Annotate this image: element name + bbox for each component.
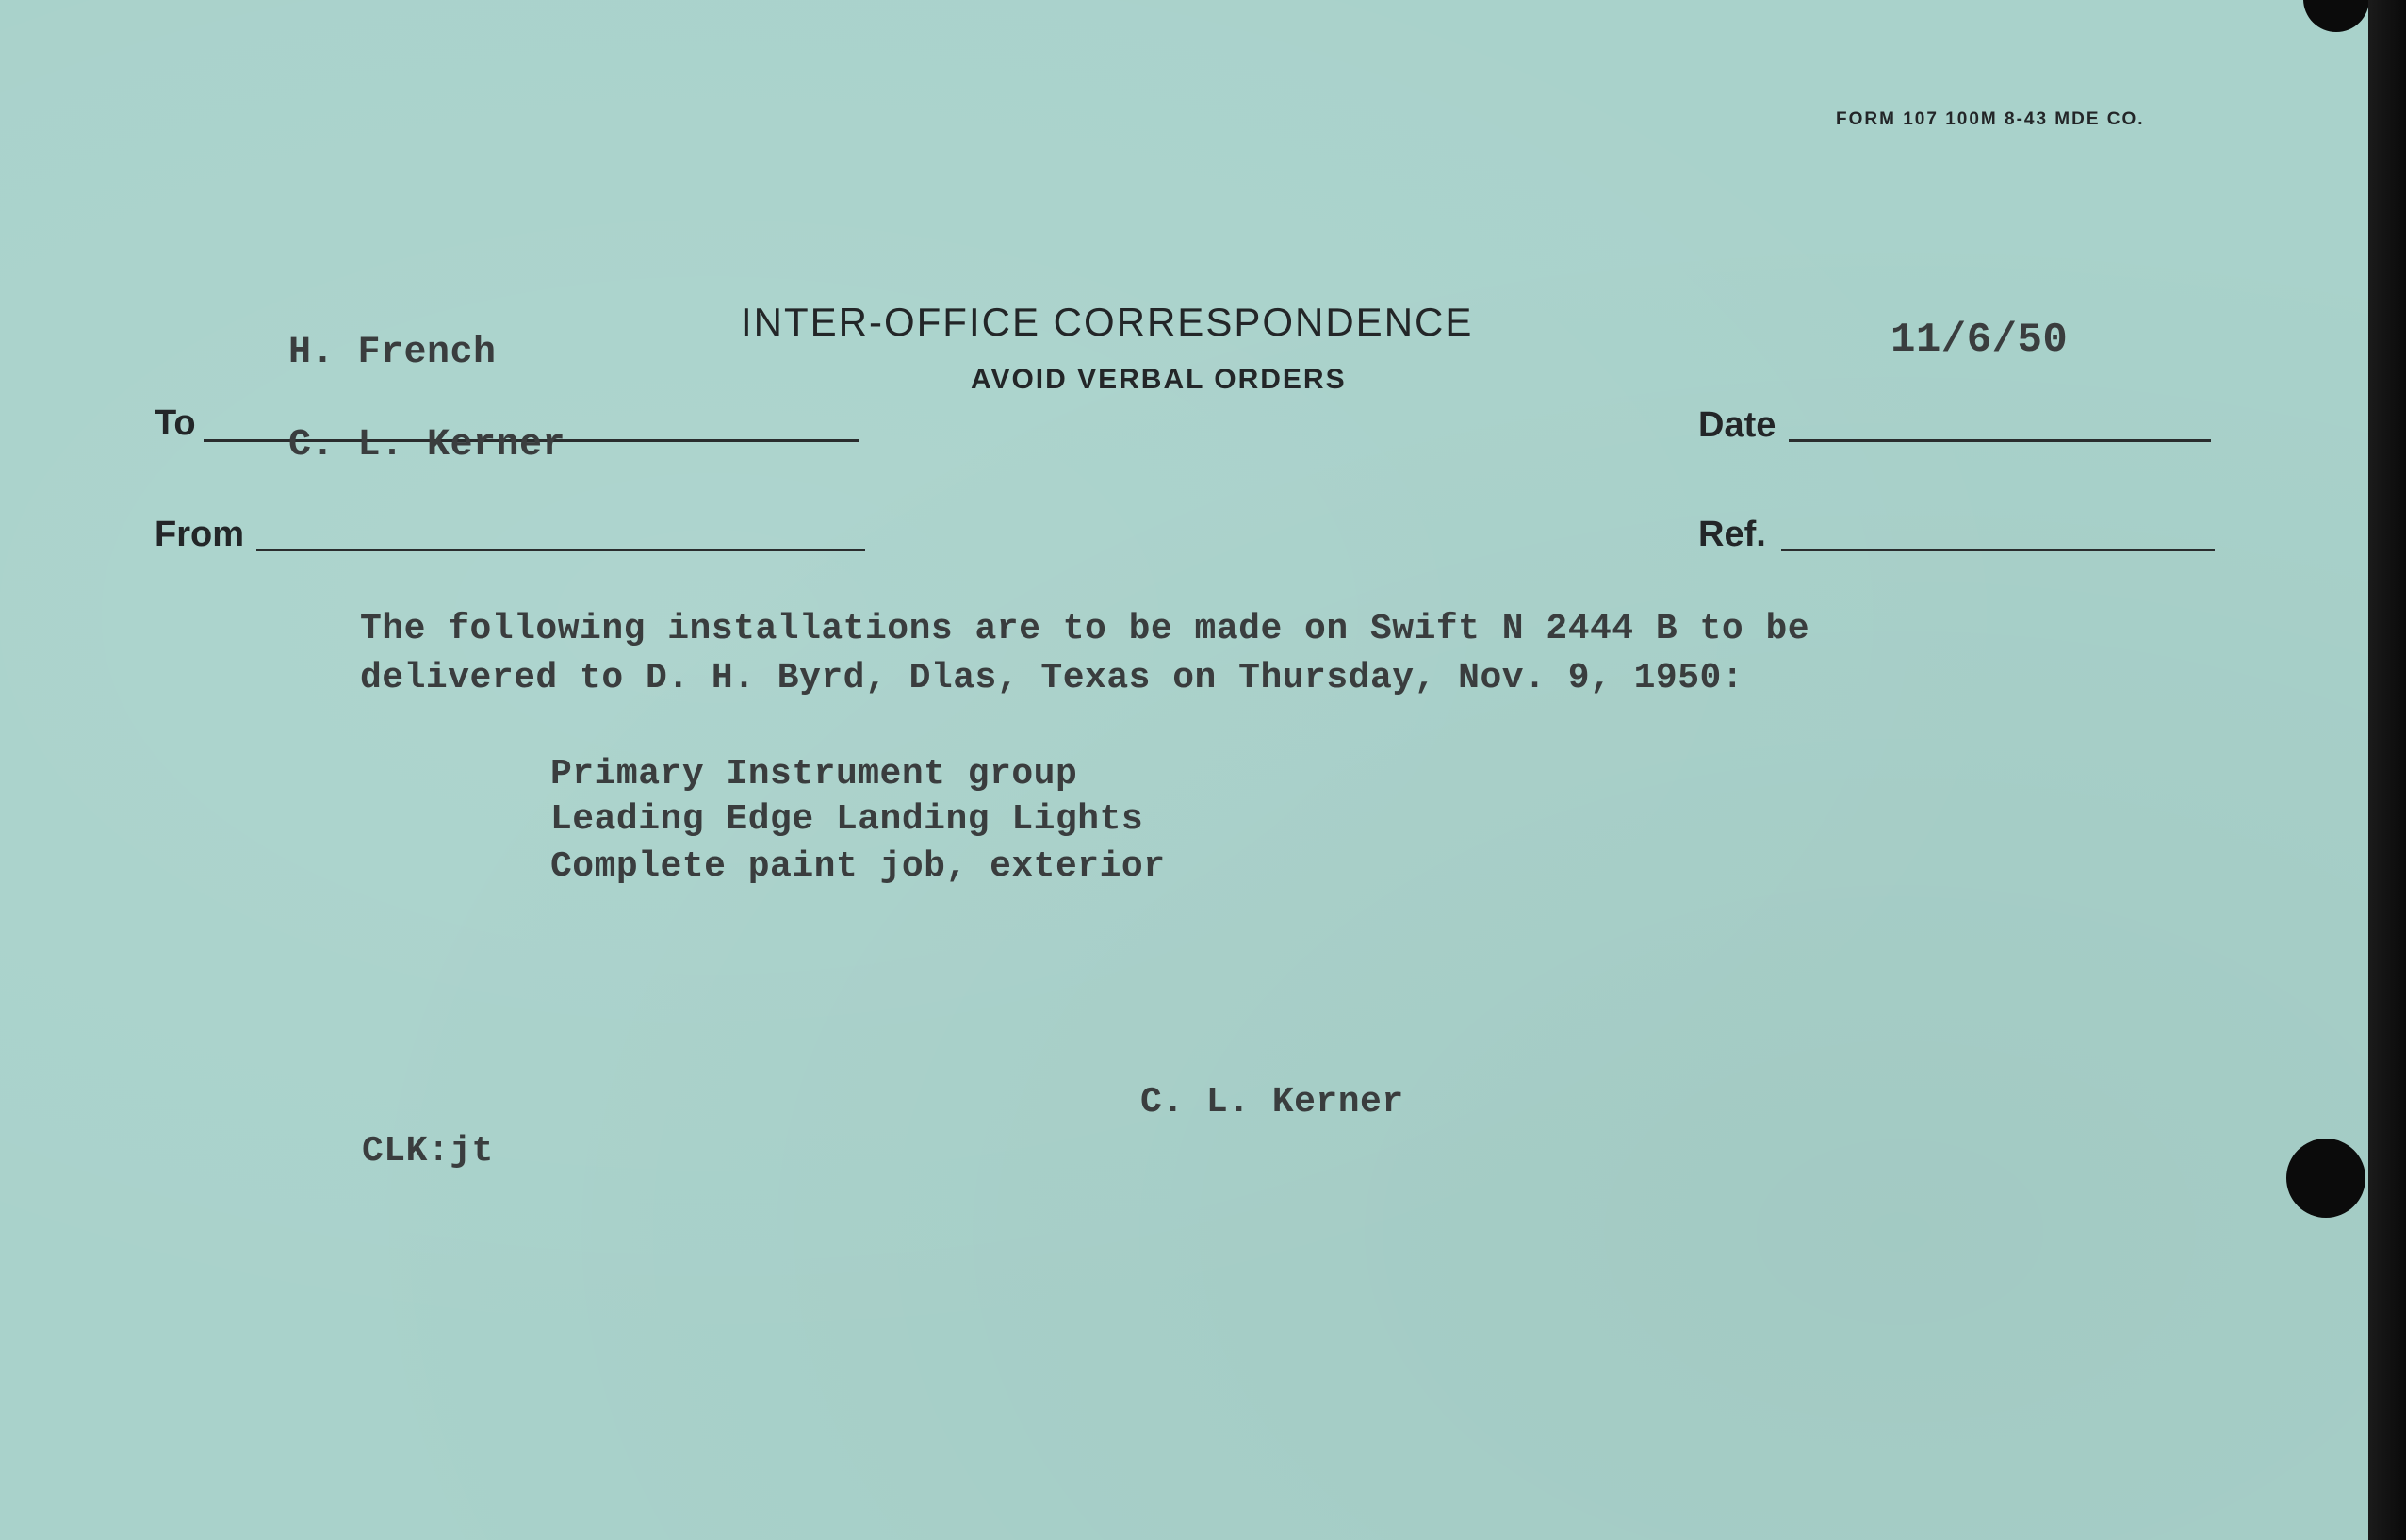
date-value: 11/6/50 — [1890, 317, 2069, 364]
list-item: Primary Instrument group — [550, 754, 1078, 795]
from-value: C. L. Kerner — [288, 424, 566, 467]
ref-label: Ref. — [1698, 515, 1766, 554]
signature: C. L. Kerner — [1140, 1082, 1404, 1122]
ref-rule — [1781, 549, 2215, 551]
body-line-2: delivered to D. H. Byrd, Dlas, Texas on Thursday, Nov. 9, 1950: — [360, 658, 1744, 698]
typist-initials: CLK:jt — [362, 1131, 494, 1171]
punch-hole-icon — [2286, 1139, 2365, 1218]
to-label: To — [155, 403, 196, 443]
date-rule — [1789, 439, 2211, 442]
body-line-1: The following installations are to be made on Swift N 2444 B to be — [360, 609, 1810, 649]
form-code: FORM 107 100M 8-43 MDE CO. — [1836, 109, 2145, 129]
memo-title: INTER-OFFICE CORRESPONDENCE — [741, 300, 1474, 344]
scan-edge — [2368, 0, 2406, 1540]
memo-subtitle: AVOID VERBAL ORDERS — [971, 364, 1347, 395]
date-label: Date — [1698, 405, 1776, 445]
punch-hole-icon — [2303, 0, 2369, 32]
from-rule — [256, 549, 865, 551]
list-item: Leading Edge Landing Lights — [550, 799, 1144, 840]
to-value: H. French — [288, 332, 497, 374]
from-label: From — [155, 515, 244, 554]
list-item: Complete paint job, exterior — [550, 846, 1166, 887]
